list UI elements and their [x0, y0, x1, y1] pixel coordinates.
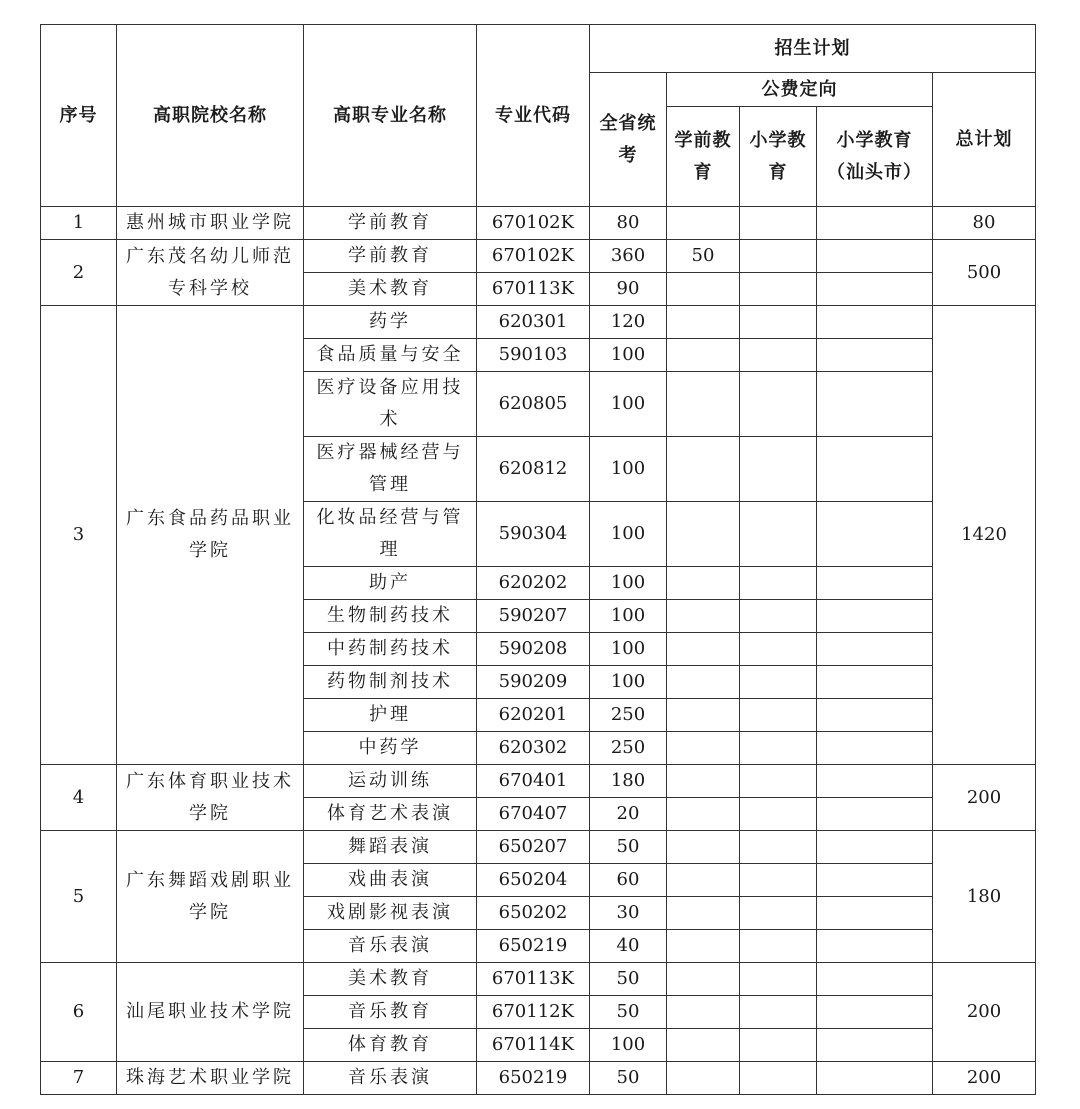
row-school: 汕尾职业技术学院: [117, 963, 304, 1062]
row-code: 620302: [477, 732, 590, 765]
row-unified: 50: [590, 963, 667, 996]
row-code: 670114K: [477, 1029, 590, 1062]
row-preschool: [667, 897, 740, 930]
row-primary-shantou: [817, 666, 933, 699]
row-preschool: [667, 502, 740, 567]
row-primary: [740, 699, 817, 732]
header-preschool: 学前教育: [667, 107, 740, 207]
row-primary: [740, 897, 817, 930]
row-total: 1420: [933, 306, 1036, 765]
row-major: 食品质量与安全: [304, 339, 477, 372]
row-unified: 100: [590, 633, 667, 666]
row-code: 620201: [477, 699, 590, 732]
row-unified: 50: [590, 1062, 667, 1095]
row-primary: [740, 306, 817, 339]
row-code: 590209: [477, 666, 590, 699]
enrollment-plan-table: [40, 24, 1036, 1095]
row-major: 助产: [304, 567, 477, 600]
row-major: 体育艺术表演: [304, 798, 477, 831]
row-preschool: [667, 666, 740, 699]
row-major: 音乐教育: [304, 996, 477, 1029]
row-primary: [740, 273, 817, 306]
row-total: 500: [933, 240, 1036, 306]
row-code: 670113K: [477, 273, 590, 306]
row-major: 药学: [304, 306, 477, 339]
row-primary-shantou: [817, 240, 933, 273]
row-primary-shantou: [817, 1062, 933, 1095]
row-preschool: [667, 699, 740, 732]
row-primary: [740, 930, 817, 963]
row-major: 音乐表演: [304, 930, 477, 963]
header-seq: 序号: [41, 25, 117, 207]
row-school: 广东体育职业技术学院: [117, 765, 304, 831]
row-preschool: [667, 207, 740, 240]
row-major: 医疗设备应用技术: [304, 372, 477, 437]
row-preschool: 50: [667, 240, 740, 273]
row-preschool: [667, 864, 740, 897]
row-primary-shantou: [817, 437, 933, 502]
row-unified: 180: [590, 765, 667, 798]
row-primary-shantou: [817, 699, 933, 732]
header-public: 公费定向: [667, 73, 933, 107]
row-major: 中药学: [304, 732, 477, 765]
header-code: 专业代码: [477, 25, 590, 207]
row-unified: 120: [590, 306, 667, 339]
header-plan: 招生计划: [590, 25, 1036, 73]
row-primary: [740, 963, 817, 996]
header-unified: 全省统考: [590, 73, 667, 207]
row-primary-shantou: [817, 339, 933, 372]
row-primary: [740, 567, 817, 600]
row-school: 广东茂名幼儿师范专科学校: [117, 240, 304, 306]
row-primary: [740, 666, 817, 699]
row-major: 戏曲表演: [304, 864, 477, 897]
row-code: 590103: [477, 339, 590, 372]
table-row: [41, 765, 1036, 798]
row-major: 美术教育: [304, 963, 477, 996]
row-primary: [740, 339, 817, 372]
row-primary-shantou: [817, 930, 933, 963]
row-unified: 90: [590, 273, 667, 306]
row-preschool: [667, 273, 740, 306]
row-primary-shantou: [817, 502, 933, 567]
row-major: 化妆品经营与管理: [304, 502, 477, 567]
row-code: 590208: [477, 633, 590, 666]
header-primary-shantou: 小学教育（汕头市）: [817, 107, 933, 207]
row-primary: [740, 502, 817, 567]
row-primary-shantou: [817, 732, 933, 765]
row-school: 广东舞蹈戏剧职业学院: [117, 831, 304, 963]
row-total: 200: [933, 765, 1036, 831]
row-code: 670113K: [477, 963, 590, 996]
row-major: 戏剧影视表演: [304, 897, 477, 930]
row-total: 180: [933, 831, 1036, 963]
row-unified: 30: [590, 897, 667, 930]
row-major: 学前教育: [304, 207, 477, 240]
table-body: [41, 207, 1036, 1095]
table-row: [41, 306, 1036, 339]
row-school: 惠州城市职业学院: [117, 207, 304, 240]
table-row: [41, 1062, 1036, 1095]
table-row: [41, 207, 1036, 240]
row-primary-shantou: [817, 798, 933, 831]
row-primary: [740, 798, 817, 831]
row-code: 620812: [477, 437, 590, 502]
row-preschool: [667, 765, 740, 798]
row-code: 590207: [477, 600, 590, 633]
row-preschool: [667, 831, 740, 864]
row-primary: [740, 831, 817, 864]
row-primary-shantou: [817, 372, 933, 437]
row-seq: 5: [41, 831, 117, 963]
row-code: 650204: [477, 864, 590, 897]
row-preschool: [667, 798, 740, 831]
row-primary: [740, 207, 817, 240]
row-primary-shantou: [817, 864, 933, 897]
row-code: 670401: [477, 765, 590, 798]
row-code: 620202: [477, 567, 590, 600]
row-major: 美术教育: [304, 273, 477, 306]
row-major: 护理: [304, 699, 477, 732]
row-unified: 100: [590, 372, 667, 437]
row-preschool: [667, 372, 740, 437]
row-preschool: [667, 339, 740, 372]
row-code: 650219: [477, 930, 590, 963]
row-unified: 100: [590, 567, 667, 600]
row-seq: 1: [41, 207, 117, 240]
row-major: 运动训练: [304, 765, 477, 798]
row-major: 医疗器械经营与管理: [304, 437, 477, 502]
row-unified: 360: [590, 240, 667, 273]
row-major: 药物制剂技术: [304, 666, 477, 699]
row-unified: 100: [590, 437, 667, 502]
header-primary: 小学教育: [740, 107, 817, 207]
row-school: 广东食品药品职业学院: [117, 306, 304, 765]
row-preschool: [667, 600, 740, 633]
row-major: 舞蹈表演: [304, 831, 477, 864]
row-preschool: [667, 1029, 740, 1062]
row-code: 650202: [477, 897, 590, 930]
row-preschool: [667, 633, 740, 666]
row-primary-shantou: [817, 273, 933, 306]
row-primary: [740, 240, 817, 273]
table-row: [41, 831, 1036, 864]
row-total: 200: [933, 1062, 1036, 1095]
row-primary: [740, 372, 817, 437]
row-major: 学前教育: [304, 240, 477, 273]
row-code: 670102K: [477, 207, 590, 240]
row-unified: 80: [590, 207, 667, 240]
row-primary-shantou: [817, 207, 933, 240]
row-seq: 7: [41, 1062, 117, 1095]
row-seq: 4: [41, 765, 117, 831]
row-unified: 50: [590, 831, 667, 864]
row-primary: [740, 864, 817, 897]
row-unified: 100: [590, 1029, 667, 1062]
row-primary: [740, 600, 817, 633]
row-major: 音乐表演: [304, 1062, 477, 1095]
row-primary-shantou: [817, 633, 933, 666]
row-unified: 20: [590, 798, 667, 831]
row-unified: 40: [590, 930, 667, 963]
row-preschool: [667, 437, 740, 502]
row-primary: [740, 1029, 817, 1062]
row-seq: 6: [41, 963, 117, 1062]
row-code: 650219: [477, 1062, 590, 1095]
row-unified: 50: [590, 996, 667, 1029]
row-major: 中药制药技术: [304, 633, 477, 666]
row-preschool: [667, 306, 740, 339]
row-unified: 60: [590, 864, 667, 897]
row-major: 生物制药技术: [304, 600, 477, 633]
row-unified: 100: [590, 666, 667, 699]
row-unified: 250: [590, 732, 667, 765]
row-preschool: [667, 930, 740, 963]
row-unified: 250: [590, 699, 667, 732]
row-primary-shantou: [817, 897, 933, 930]
row-primary-shantou: [817, 567, 933, 600]
row-code: 650207: [477, 831, 590, 864]
header-total: 总计划: [933, 73, 1036, 207]
row-preschool: [667, 732, 740, 765]
row-primary-shantou: [817, 996, 933, 1029]
row-primary: [740, 732, 817, 765]
row-seq: 3: [41, 306, 117, 765]
row-code: 670102K: [477, 240, 590, 273]
header-school: 高职院校名称: [117, 25, 304, 207]
row-primary-shantou: [817, 963, 933, 996]
row-code: 620301: [477, 306, 590, 339]
row-code: 670112K: [477, 996, 590, 1029]
row-code: 670407: [477, 798, 590, 831]
row-unified: 100: [590, 600, 667, 633]
row-unified: 100: [590, 339, 667, 372]
row-total: 80: [933, 207, 1036, 240]
row-code: 620805: [477, 372, 590, 437]
row-code: 590304: [477, 502, 590, 567]
table-row: [41, 240, 1036, 273]
row-primary-shantou: [817, 1029, 933, 1062]
row-preschool: [667, 996, 740, 1029]
row-school: 珠海艺术职业学院: [117, 1062, 304, 1095]
row-preschool: [667, 963, 740, 996]
row-primary: [740, 633, 817, 666]
row-primary-shantou: [817, 306, 933, 339]
row-primary-shantou: [817, 600, 933, 633]
table-row: [41, 963, 1036, 996]
row-preschool: [667, 567, 740, 600]
header-major: 高职专业名称: [304, 25, 477, 207]
row-unified: 100: [590, 502, 667, 567]
row-primary: [740, 1062, 817, 1095]
row-seq: 2: [41, 240, 117, 306]
row-primary: [740, 437, 817, 502]
row-major: 体育教育: [304, 1029, 477, 1062]
row-primary: [740, 765, 817, 798]
row-primary-shantou: [817, 831, 933, 864]
row-primary-shantou: [817, 765, 933, 798]
row-preschool: [667, 1062, 740, 1095]
row-primary: [740, 996, 817, 1029]
row-total: 200: [933, 963, 1036, 1062]
